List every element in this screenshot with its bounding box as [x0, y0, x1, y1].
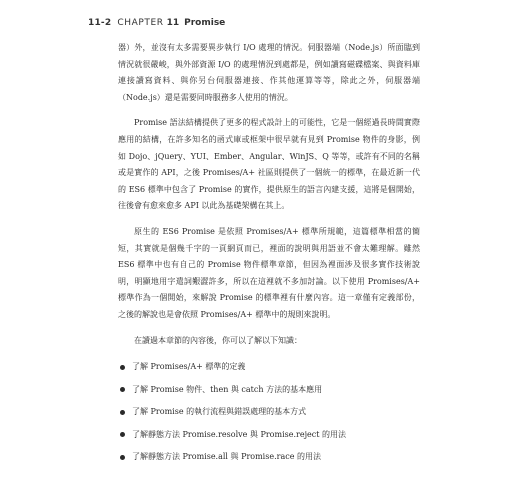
paragraph-4: 在讀過本章節的內容後，你可以了解以下知識： [134, 335, 302, 345]
list-item [118, 403, 420, 421]
chapter-title: Promise [184, 18, 226, 28]
learning-objectives-list [118, 358, 420, 466]
page-number: 11-2 [88, 18, 112, 28]
list-item-text: 了解靜態方法 Promise.all 與 Promise.race 的用法 [132, 452, 321, 462]
list-item [118, 448, 420, 466]
paragraph-1: 器）外，並沒有太多需要異步執行 I/O 處理的情況。伺服器端（Node.js）所面臨到情況就很嚴峻，與外部資源 I/O 的處理情況到處都是，例如讀寫磁碟檔案、與資料庫連接讀寫資料、與你另台伺服器連接、作其他運算等等，除此之外，伺服器端（Node.js）還是需要同時服務多人使用的情況。 [118, 43, 420, 102]
chapter-number: 11 [166, 18, 180, 28]
list-item-text: 了解 Promise 的執行流程與錯誤處理的基本方式 [132, 407, 307, 417]
list-item [118, 426, 420, 444]
list-item [118, 358, 420, 376]
bullet-icon [120, 410, 125, 415]
page-header [88, 18, 225, 28]
list-item-text: 了解 Promises/A+ 標準的定義 [132, 362, 246, 372]
page-body [118, 40, 420, 471]
list-item-text: 了解 Promise 物件、then 與 catch 方法的基本應用 [132, 384, 323, 394]
paragraph-2: Promise 語法結構提供了更多的程式設計上的可能性，它是一個經過長時間實際應用的結構，在許多知名的函式庫或框架中很早就有見到 Promise 物件的身影，例如 Dojo、jQuery、YUI、Ember、Angular、WinJS、Q 等等，或許有不同的名稱或是實作的 API，之後 Promises/A+ 社區則提供了一個統一的標準，在最近新一代的 ES6 標準中包含了 Promise 的實作，提供原生的語言內建支援，這將是個開始，往後會有愈來愈多 API 以此為基礎架構在其上。 [118, 118, 420, 211]
bullet-icon [120, 365, 125, 370]
bullet-icon [120, 455, 125, 460]
list-item-text: 了解靜態方法 Promise.resolve 與 Promise.reject 的用法 [132, 429, 347, 439]
paragraph-3: 原生的 ES6 Promise 是依照 Promises/A+ 標準所規範，這篇標準相當的簡短，其實就是個幾千字的一頁網頁而已，裡面的說明與用語並不會太難理解。雖然 ES6 標準中也有自己的 Promise 物件標準章節，但因為裡面涉及很多實作技術說明，明顯地用字遣詞艱澀許多，所以在這裡就不多加討論。以下使用 Promises/A+ 標準作為一個開始，來解說 Promise 的標準裡有什麼內容。這一章僅有定義部份，之後的解說也是會依照 Promises/A+ 標準中的規則來說明。 [118, 226, 420, 319]
bullet-icon [120, 387, 125, 392]
chapter-label: CHAPTER [117, 18, 164, 28]
list-item [118, 381, 420, 399]
bullet-icon [120, 432, 125, 437]
